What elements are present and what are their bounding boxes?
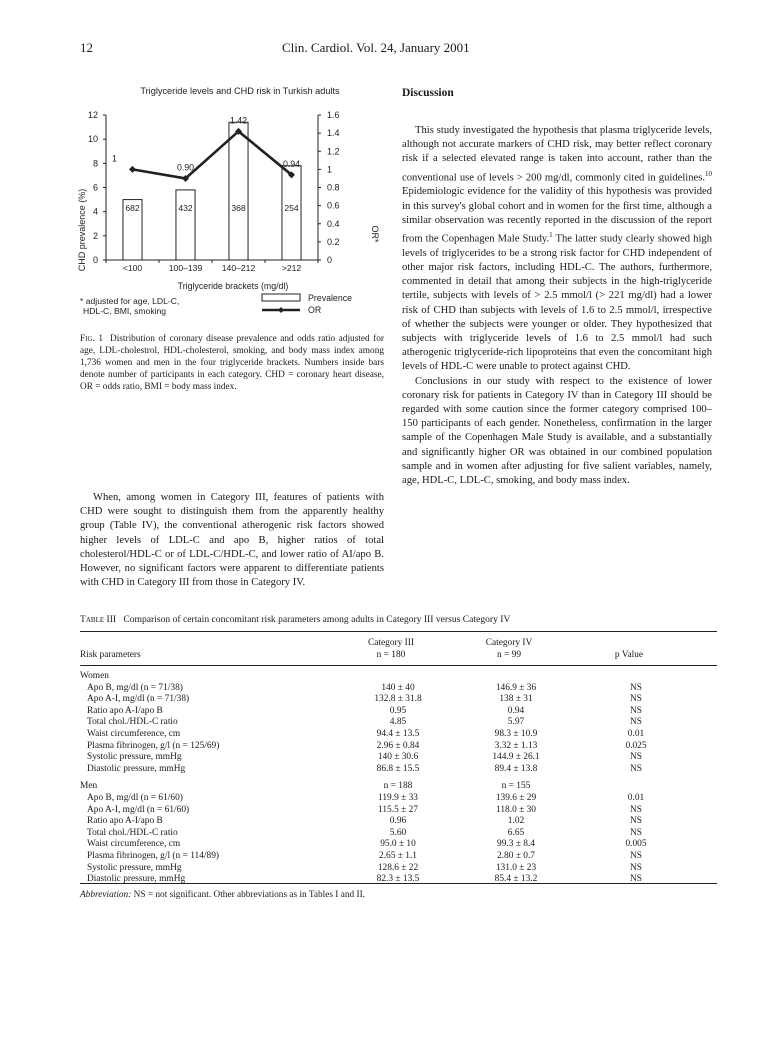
bar-prevalence xyxy=(229,122,248,260)
table-cell: NS xyxy=(630,752,642,763)
table-cell: 0.01 xyxy=(627,792,645,803)
table-cell: 131.0 ± 23 xyxy=(495,862,537,873)
col-header-param: Risk parameters xyxy=(80,649,141,660)
table-cell: Diastolic pressure, mmHg xyxy=(87,763,186,774)
figure-label: Fig. 1 xyxy=(80,334,104,344)
or-point-label: 0.94 xyxy=(282,158,301,169)
table-cell: 82.3 ± 13.5 xyxy=(376,874,420,885)
y-left-tick-label: 2 xyxy=(92,230,98,241)
table-cell: 85.4 ± 13.2 xyxy=(494,874,538,885)
table-top-rule xyxy=(80,631,717,632)
col-header-cat3: Category III xyxy=(367,638,415,648)
table-cell: 115.5 ± 27 xyxy=(378,804,418,815)
table-row xyxy=(80,752,697,764)
table-cell: NS xyxy=(630,827,642,838)
table-cell: 2.80 ± 0.7 xyxy=(497,850,535,861)
table-cell: NS xyxy=(630,862,642,873)
table-cell: 146.9 ± 36 xyxy=(495,682,537,693)
table-cell: 95.0 ± 10 xyxy=(380,839,416,850)
table-cell: Total chol./HDL-C ratio xyxy=(87,717,178,728)
table-cell: 98.3 ± 10.9 xyxy=(494,728,538,739)
table-cell: Waist circumference, cm xyxy=(87,839,181,850)
y-axis-left-label: CHD prevalence (%) xyxy=(77,188,87,272)
table-cell: NS xyxy=(630,717,642,728)
table-row xyxy=(80,839,697,851)
col-header-p: p Value xyxy=(614,649,644,660)
table-cell: 144.9 ± 26.1 xyxy=(492,752,540,763)
table-cell: 4.85 xyxy=(389,717,407,728)
table-bottom-rule xyxy=(80,883,717,884)
page-number: 12 xyxy=(80,40,93,55)
men-n-cat4: n = 155 xyxy=(501,781,531,792)
table-cell: Total chol./HDL-C ratio xyxy=(87,827,178,838)
table-cell: 89.4 ± 13.8 xyxy=(494,763,538,774)
discussion-body xyxy=(402,124,712,488)
y-right-tick-label: 1 xyxy=(327,164,333,175)
figure-1-chart xyxy=(68,80,384,320)
bar-count-label: 432 xyxy=(178,203,193,213)
discussion-text-part: The latter study clearly showed high levels of triglycerides to be a strong risk factor for CHD independent of other major risk factors, including HDL-C. The authors, furthermore, commented in detail that among their subjects in the high-triglyceride tertile, subjects with levels of > 2.5 mmol/l (> 221 mg/dl) had a lower risk of CHD than subjects with levels of 1.6 to 2.5 mmol/l, irrespective of whether the subjects were younger or older. They hypothesized that subjects with triglyceride levels of 1.6 to 2.5 mmol/l had such atherogenic triglyceride-rich lipoproteins that even the concomitant high levels of HDL-C were unable to protect against CHD. xyxy=(402,233,712,373)
y-axis-right-label: OR* xyxy=(370,225,380,243)
table-cell: 0.94 xyxy=(507,705,525,716)
table-cell: 6.65 xyxy=(507,827,525,838)
x-tick-label: 140–212 xyxy=(221,263,256,273)
section-men: Men xyxy=(80,781,98,792)
table-cell: 140 ± 30.6 xyxy=(377,752,419,763)
table-cell: 0.01 xyxy=(627,728,645,739)
bar-count-label: 682 xyxy=(125,203,140,213)
table-cell: 0.005 xyxy=(625,839,647,850)
y-right-tick-label: 1.6 xyxy=(327,110,340,120)
table-cell: Apo B, mg/dl (n = 71/38) xyxy=(87,682,183,693)
reference-marker: 10 xyxy=(705,169,712,178)
table-cell: 99.3 ± 8.4 xyxy=(497,839,535,850)
table-row xyxy=(80,729,697,741)
table-cell: 2.96 ± 0.84 xyxy=(376,740,420,751)
x-tick-label: 100–139 xyxy=(168,263,203,273)
col-header-cat4-n: n = 99 xyxy=(496,649,522,660)
y-right-tick-label: 0.2 xyxy=(327,236,340,247)
bar-count-label: 368 xyxy=(231,203,246,213)
col-header-cat4: Category IV xyxy=(485,638,533,648)
table-cell: NS xyxy=(630,804,642,815)
table-cell: NS xyxy=(630,682,642,693)
men-n-cat3: n = 188 xyxy=(383,781,413,792)
y-right-tick-label: 0.4 xyxy=(327,218,340,229)
table-cell: Apo B, mg/dl (n = 61/60) xyxy=(87,792,183,803)
discussion-paragraph-2: Conclusions in our study with respect to the existence of lower coronary risk for patients in Category IV than in Category III should be regarded with some caution since the former category comprised 100–150 participants of each gender. Nonetheless, confirmation in the larger sample of the Copenhagen Male Study is available, and a substantially and significantly higher OR was obtained in our combined population sample and in women after adjusting for five salient variables, namely, age, HDL-C, LDL-C, smoking, and body mass index. xyxy=(402,375,712,486)
reference-marker: 1 xyxy=(549,230,553,239)
table-cell: NS xyxy=(630,763,642,774)
y-right-tick-label: 1.2 xyxy=(327,146,340,157)
y-right-tick-label: 1.4 xyxy=(327,128,340,139)
table-cell: 138 ± 31 xyxy=(499,694,533,705)
table-row xyxy=(80,706,697,718)
table-cell: 86.8 ± 15.5 xyxy=(376,763,420,774)
abbrev-text: NS = not significant. Other abbreviations as in Tables I and II. xyxy=(131,890,365,900)
table-cell: NS xyxy=(630,816,642,827)
table-cell: Apo A-I, mg/dl (n = 71/38) xyxy=(87,694,190,705)
table-cell: Systolic pressure, mmHg xyxy=(87,752,182,763)
table-cell: 5.60 xyxy=(389,827,407,838)
discussion-heading: Discussion xyxy=(402,87,454,99)
table-row xyxy=(80,851,697,863)
discussion-text-part: Epidemiologic evidence for the validity of this hypothesis was provided in this survey's global cohort and in women for the first time, although a similar observation was recently reported in the discussion of the report from the Copenhagen Male Study. xyxy=(402,186,712,245)
table-row xyxy=(80,863,697,875)
discussion-text-part: This study investigated the hypothesis that plasma triglyceride levels, although not accurate markers of CHD risk, may better reflect coronary risk if a selected elevated range is taken into account, rather than the conventional use of levels > 200 mg/dl, commonly cited in guidelines. xyxy=(402,125,712,184)
running-header: Clin. Cardiol. Vol. 24, January 2001 xyxy=(282,40,470,55)
table-cell: 132.8 ± 31.8 xyxy=(374,694,422,705)
col-header-cat3-n: n = 180 xyxy=(376,649,406,660)
y-right-tick-label: 0.6 xyxy=(327,200,340,211)
table-cell: Apo A-I, mg/dl (n = 61/60) xyxy=(87,804,190,815)
table-cell: Ratio apo A-I/apo B xyxy=(87,816,163,827)
or-line xyxy=(133,131,292,178)
figure-footnote-line-2: HDL-C, BMI, smoking xyxy=(83,306,167,316)
table-cell: 140 ± 40 xyxy=(381,682,415,693)
or-point xyxy=(129,166,136,173)
left-column-body xyxy=(80,491,384,590)
table-row xyxy=(80,793,697,805)
y-right-tick-label: 0 xyxy=(327,255,333,265)
legend-prevalence-swatch xyxy=(262,294,300,301)
table-cell: 0.96 xyxy=(389,816,407,827)
table-cell: Systolic pressure, mmHg xyxy=(87,862,182,873)
body-paragraph: When, among women in Category III, features of patients with CHD were sought to distinguish them from the apparently healthy group (Table IV), the conventional atherogenic risk factors showed higher levels of LDL-C and apo B, higher ratios of total cholesterol/HDL-C or of LDL-C/HDL-C, and lower ratio of AI/apo B. However, no significant factors were apparent to differentiate patients with CHD in Category III from those in Category IV. xyxy=(80,492,384,589)
x-tick-label: >212 xyxy=(281,263,302,273)
section-women: Women xyxy=(80,671,109,681)
table-row xyxy=(80,816,697,828)
table-cell: 0.025 xyxy=(625,740,647,751)
chart-title: Triglyceride levels and CHD risk in Turkish adults xyxy=(140,86,340,96)
table-header-rule xyxy=(80,665,717,666)
table-cell: 5.97 xyxy=(507,717,525,728)
or-point-label: 1 xyxy=(112,153,117,164)
abbrev-label: Abbreviation: xyxy=(80,890,132,900)
table-row xyxy=(80,741,697,753)
table-cell: Plasma fibrinogen, g/l (n = 125/69) xyxy=(87,740,220,751)
table-cell: Waist circumference, cm xyxy=(87,728,181,739)
table-row xyxy=(80,805,697,817)
table-cell: NS xyxy=(630,694,642,705)
legend-or-marker xyxy=(278,307,284,313)
figure-1-caption xyxy=(80,333,384,393)
or-point-label: 1.42 xyxy=(229,115,248,126)
y-left-tick-label: 6 xyxy=(92,182,98,193)
table-cell: Plasma fibrinogen, g/l (n = 114/89) xyxy=(87,850,220,861)
table-cell: 118.0 ± 30 xyxy=(496,804,536,815)
or-point-label: 0.90 xyxy=(176,162,195,173)
table-cell: 139.6 ± 29 xyxy=(495,792,537,803)
table-abbreviation-note xyxy=(80,889,717,901)
table-label: Table III xyxy=(80,614,117,625)
bar-prevalence xyxy=(176,190,195,260)
table-cell: 94.4 ± 13.5 xyxy=(376,728,420,739)
legend-prevalence-label: Prevalence xyxy=(308,293,353,303)
table-cell: NS xyxy=(630,850,642,861)
y-left-tick-label: 8 xyxy=(92,158,98,169)
table-title-text: Comparison of certain concomitant risk parameters among adults in Category III versus Category IV xyxy=(123,614,511,625)
table-cell: 119.9 ± 33 xyxy=(378,792,418,803)
table-row xyxy=(80,828,697,840)
table-cell: 1.02 xyxy=(507,816,525,827)
y-left-tick-label: 4 xyxy=(92,206,98,217)
table-cell: Ratio apo A-I/apo B xyxy=(87,705,163,716)
figure-footnote-line-1: * adjusted for age, LDL-C, xyxy=(80,296,180,306)
y-left-tick-label: 12 xyxy=(87,110,98,120)
table-row xyxy=(80,764,697,776)
y-left-tick-label: 0 xyxy=(92,255,98,265)
y-right-tick-label: 0.8 xyxy=(327,182,340,193)
table-row xyxy=(80,683,697,695)
table-cell: 0.95 xyxy=(389,705,407,716)
table-cell: 2.65 ± 1.1 xyxy=(379,850,417,861)
table-3-title xyxy=(80,614,717,626)
x-tick-label: <100 xyxy=(122,263,143,273)
caption-text: Distribution of coronary disease prevalence and odds ratio adjusted for age, LDL-cholestrol, HDL-cholesterol, smoking, and body mass index among 1,736 women and men in the four triglyceride brackets. Numbers inside bars denote number of participants in each category. CHD = coronary heart disease, OR = odds ratio, BMI = body mass index. xyxy=(80,334,384,392)
y-left-tick-label: 10 xyxy=(87,134,98,145)
table-body xyxy=(80,671,697,886)
legend-or-label: OR xyxy=(308,305,322,315)
table-cell: NS xyxy=(630,874,642,885)
table-cell: 3.32 ± 1.13 xyxy=(494,740,538,751)
discussion-paragraph-1 xyxy=(402,124,712,375)
table-row xyxy=(80,717,697,729)
bar-count-label: 254 xyxy=(284,203,299,213)
table-row xyxy=(80,694,697,706)
table-cell: Diastolic pressure, mmHg xyxy=(87,874,186,885)
table-header xyxy=(80,638,690,661)
table-cell: 128.6 ± 22 xyxy=(377,862,419,873)
x-axis-label: Triglyceride brackets (mg/dl) xyxy=(177,281,289,291)
table-cell: NS xyxy=(630,705,642,716)
